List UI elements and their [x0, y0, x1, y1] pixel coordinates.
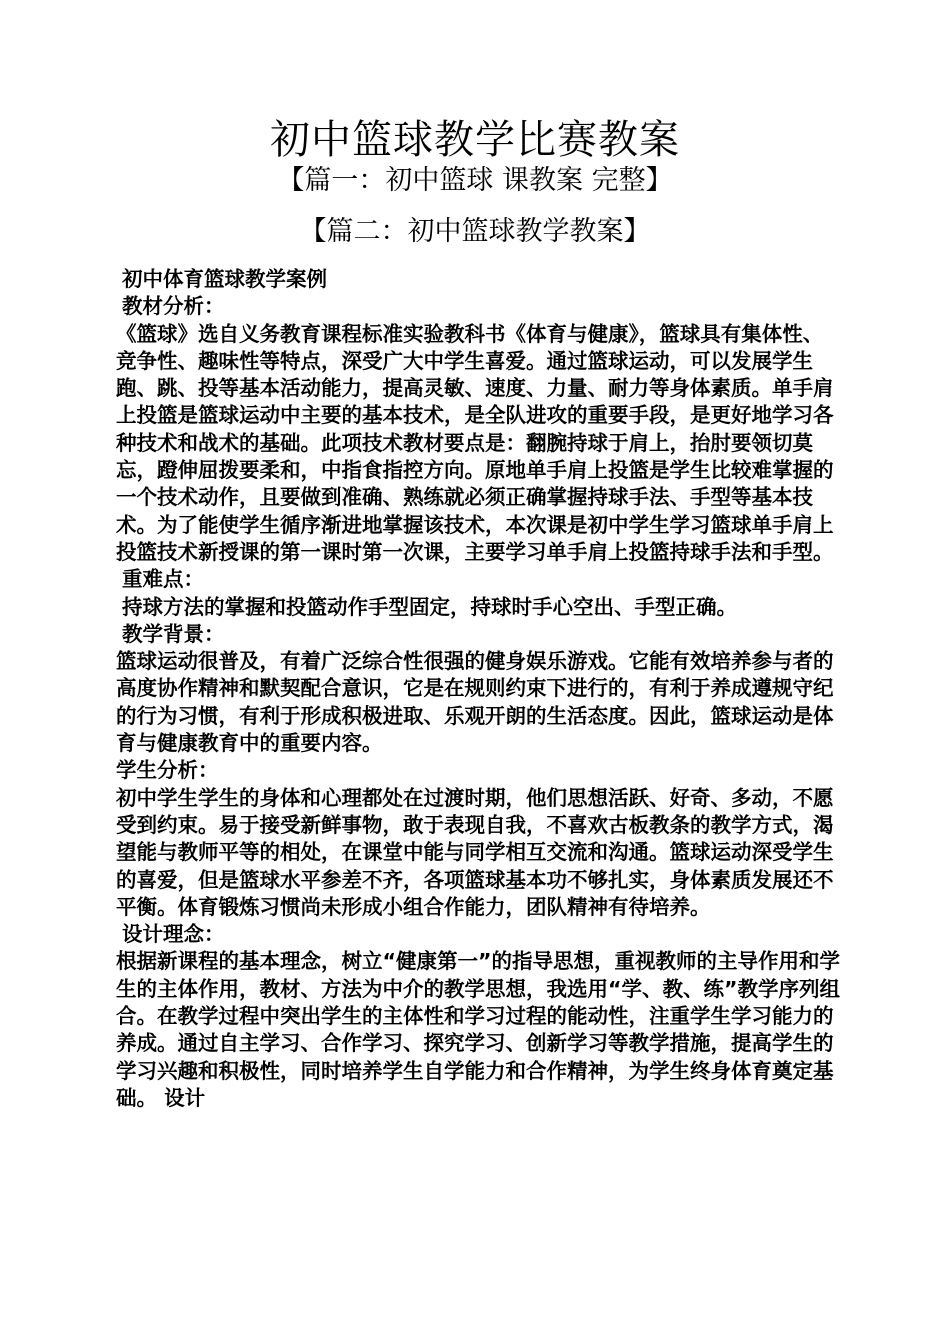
paragraph-background: 篮球运动很普及，有着广泛综合性很强的健身娱乐游戏。它能有效培养参与者的高度协作精神和默契配合意识，它是在规则约束下进行的，有利于养成遵规守纪的行为习惯，有利于形成积极进取、乐观开朗的生活态度。因此，篮球运动是体育与健康教育中的重要内容。: [116, 649, 834, 756]
paragraph-design: 根据新课程的基本理念，树立“健康第一”的指导思想，重视教师的主导作用和学生的主体作用，教材、方法为中介的教学思想，我选用“学、教、练”教学序列组合。在教学过程中突出学生的主体性和学习过程的能动性，注重学生学习能力的养成。通过自主学习、合作学习、探究学习、创新学习等教学措施，提高学生的学习兴趣和积极性，同时培养学生自学能力和合作精神，为学生终身体育奠定基础。 设计: [116, 949, 840, 1110]
section-heading-design: 设计理念：: [122, 922, 225, 947]
section-heading-material: 教材分析：: [122, 294, 225, 319]
subtitle-part-one: 【篇一：初中篮球 课教案 完整】: [277, 165, 673, 196]
paragraph-students: 初中学生学生的身体和心理都处在过渡时期，他们思想活跃、好奇、多动，不愿受到约束。易于接受新鲜事物，敢于表现自我，不喜欢古板教条的教学方式，渴望能与教师平等的相处，在课堂中能与同学相互交流和沟通。篮球运动深受学生的喜爱，但是篮球水平参差不齐，各项篮球基本功不够扎实，身体素质发展还不平衡。体育锻炼习惯尚未形成小组合作能力，团队精神有待培养。: [116, 785, 834, 919]
document-body: [116, 266, 840, 1112]
section-heading-key-points: 重难点：: [122, 567, 204, 592]
section-heading-background: 教学背景：: [122, 621, 225, 646]
paragraph-material: 《篮球》选自义务教育课程标准实验教科书《体育与健康》，篮球具有集体性、竞争性、趣味性等特点，深受广大中学生喜爱。通过篮球运动，可以发展学生跑、跳、投等基本活动能力，提高灵敏、速度、力量、耐力等身体素质。单手肩上投篮是篮球运动中主要的基本技术，是全队进攻的重要手段，是更好地学习各种技术和战术的基础。此项技术教材要点是：翻腕持球于肩上，抬肘要领切莫忘，蹬伸屈拨要柔和，中指食指控方向。原地单手肩上投篮是学生比较难掌握的一个技术动作，且要做到准确、熟练就必须正确掌握持球手法、手型等基本技术。为了能使学生循序渐进地掌握该技术，本次课是初中学生学习篮球单手肩上投篮技术新授课的第一课时第一次课，主要学习单手肩上投篮持球手法和手型。: [116, 321, 834, 564]
case-heading: 初中体育篮球教学案例: [122, 267, 327, 291]
section-heading-students: 学生分析：: [116, 758, 219, 783]
paragraph-key-points: 持球方法的掌握和投篮动作手型固定，持球时手心空出、手型正确。: [122, 594, 737, 619]
document-title: 初中篮球教学比赛教案: [270, 117, 680, 163]
subtitle-part-two: 【篇二：初中篮球教学教案】: [299, 216, 651, 247]
